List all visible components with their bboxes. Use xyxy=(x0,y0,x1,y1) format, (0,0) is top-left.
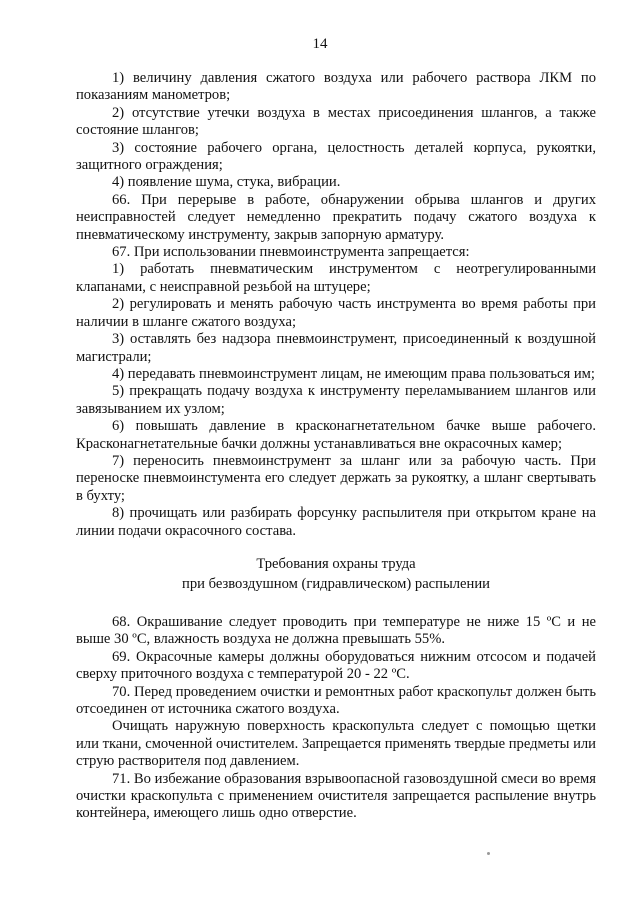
section-heading-line2: при безвоздушном (гидравлическом) распылении xyxy=(182,575,490,592)
section-heading xyxy=(76,554,596,594)
paragraph-70: 70. Перед проведением очистки и ремонтных работ краскопульт должен быть отсоединен от источника сжатого воздуха. xyxy=(76,683,596,717)
page-number: 14 xyxy=(312,36,328,52)
document-body xyxy=(76,70,596,823)
list-item: 3) оставлять без надзора пневмоинструмент, присоединенный к воздушной магистрали; xyxy=(76,331,596,365)
list-item: 8) прочищать или разбирать форсунку распылителя при открытом кране на линии подачи окрасочного состава. xyxy=(76,505,596,539)
list-item: 2) отсутствие утечки воздуха в местах присоединения шлангов, а также состояние шлангов; xyxy=(76,104,596,139)
list-item: 7) переносить пневмоинструмент за шланг или за рабочую часть. При переноске пневмоинстумента его следует держать за рукоятку, а шланг свертывать в бухту; xyxy=(76,452,596,504)
paragraph-69: 69. Окрасочные камеры должны оборудоваться нижним отсосом и подачей сверху приточного воздуха с температурой 20 - 22 ºС. xyxy=(76,648,596,683)
paragraph-71: 71. Во избежание образования взрывоопасной газовоздушной смеси во время очистки краскопульта с применением очистителя запрещается распыление внутрь контейнера, имеющего лишь одно отверстие. xyxy=(76,770,596,822)
list-item: 4) передавать пневмоинструмент лицам, не имеющим права пользоваться им; xyxy=(112,365,595,382)
list-item: 2) регулировать и менять рабочую часть инструмента во время работы при наличии в шланге сжатого воздуха; xyxy=(76,296,596,330)
list-item: 3) состояние рабочего органа, целостность деталей корпуса, рукоятки, защитного ограждения; xyxy=(76,139,596,174)
paragraph-66: 66. При перерыве в работе, обнаружении обрыва шлангов и других неисправностей следует немедленно прекратить подачу сжатого воздуха к пневматическому инструменту, закрыв запорную арматуру. xyxy=(76,191,596,243)
list-item: 1) величину давления сжатого воздуха или рабочего раствора ЛКМ по показаниям манометров; xyxy=(76,70,596,104)
scan-speck xyxy=(487,852,490,855)
list-item: 6) повышать давление в красконагнетательном бачке выше рабочего. Красконагнетательные бачки должны устанавливаться вне окрасочных камер; xyxy=(76,418,596,452)
list-item: 1) работать пневматическим инструментом с неотрегулированными клапанами, с неисправной резьбой на штуцере; xyxy=(76,261,596,295)
list-item: 5) прекращать подачу воздуха к инструменту переламыванием шлангов или завязыванием их узлом; xyxy=(76,383,596,417)
section-heading-line1: Требования охраны труда xyxy=(256,555,416,572)
list-item: 4) появление шума, стука, вибрации. xyxy=(112,174,341,191)
paragraph-70-cont: Очищать наружную поверхность краскопульта следует с помощью щетки или ткани, смоченной очистителем. Запрещается применять твердые предметы или струю растворителя под давлением. xyxy=(76,718,596,770)
paragraph-67: 67. При использовании пневмоинструмента запрещается: xyxy=(112,244,470,261)
paragraph-68: 68. Окрашивание следует проводить при температуре не ниже 15 ºС и не выше 30 ºС, влажность воздуха не должна превышать 55%. xyxy=(76,613,596,648)
